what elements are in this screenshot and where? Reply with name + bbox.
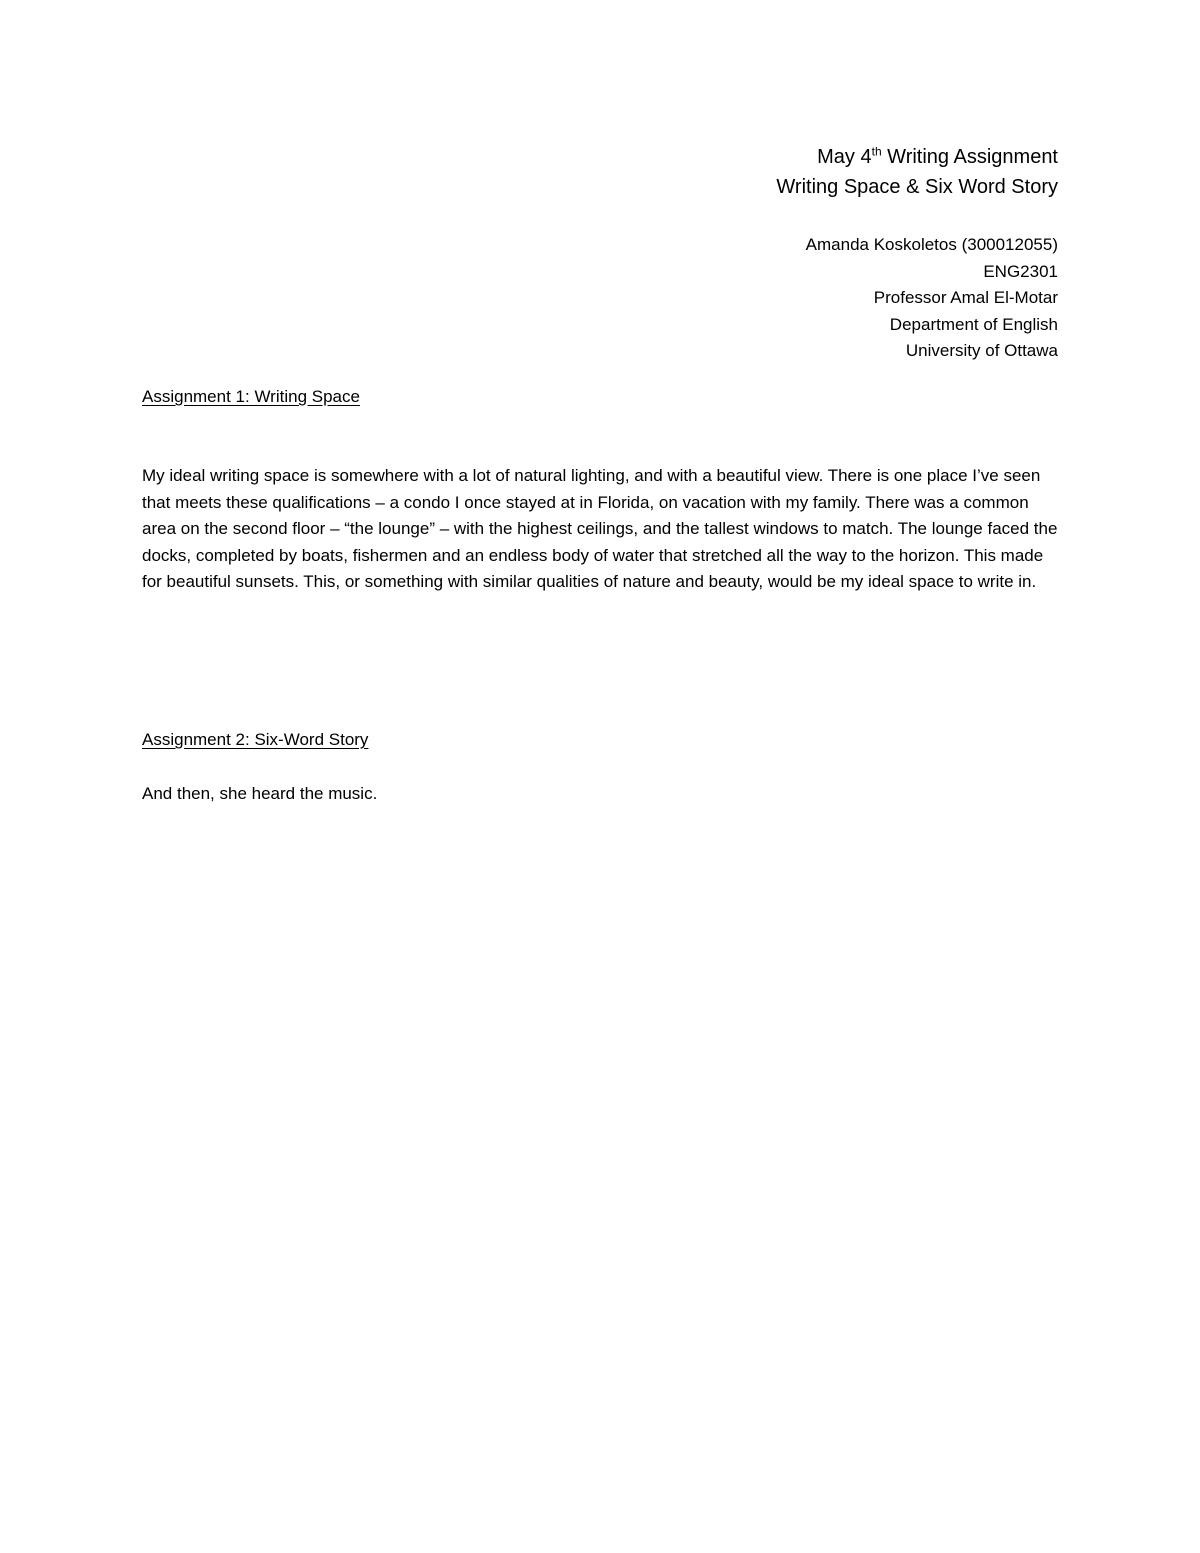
document-title [358,142,1058,172]
title-prefix: May 4 [817,146,872,168]
department-name: Department of English [889,314,1058,334]
document-header [358,142,1058,365]
assignment-1-heading: Assignment 1: Writing Space [142,387,360,406]
author-info [358,232,1058,365]
title-suffix: Writing Assignment [881,146,1058,168]
assignment-1-body: My ideal writing space is somewhere with a lot of natural lighting, and with a beautiful view. There is one place I’ve seen that meets these qualifications – a condo I once stayed at in Florida, on vacation with my family. There was a common area on the second floor – “the lounge” – with the highest ceilings, and the tallest windows to match. The lounge faced the docks, completed by boats, fishermen and an endless body of water that stretched all the way to the horizon. This made for beautiful sunsets. This, or something with similar qualities of nature and beauty, would be my ideal space to write in. [142,466,1058,591]
professor-name: Professor Amal El-Motar [873,288,1058,307]
course-code: ENG2301 [983,261,1058,281]
assignment-2-heading: Assignment 2: Six-Word Story [142,730,369,749]
author-name: Amanda Koskoletos (300012055) [805,235,1058,254]
document-subtitle: Writing Space & Six Word Story [776,176,1058,198]
university-name: University of Ottawa [905,341,1058,360]
assignment-2-body: And then, she heard the music. [142,784,378,803]
title-superscript: th [871,144,882,159]
